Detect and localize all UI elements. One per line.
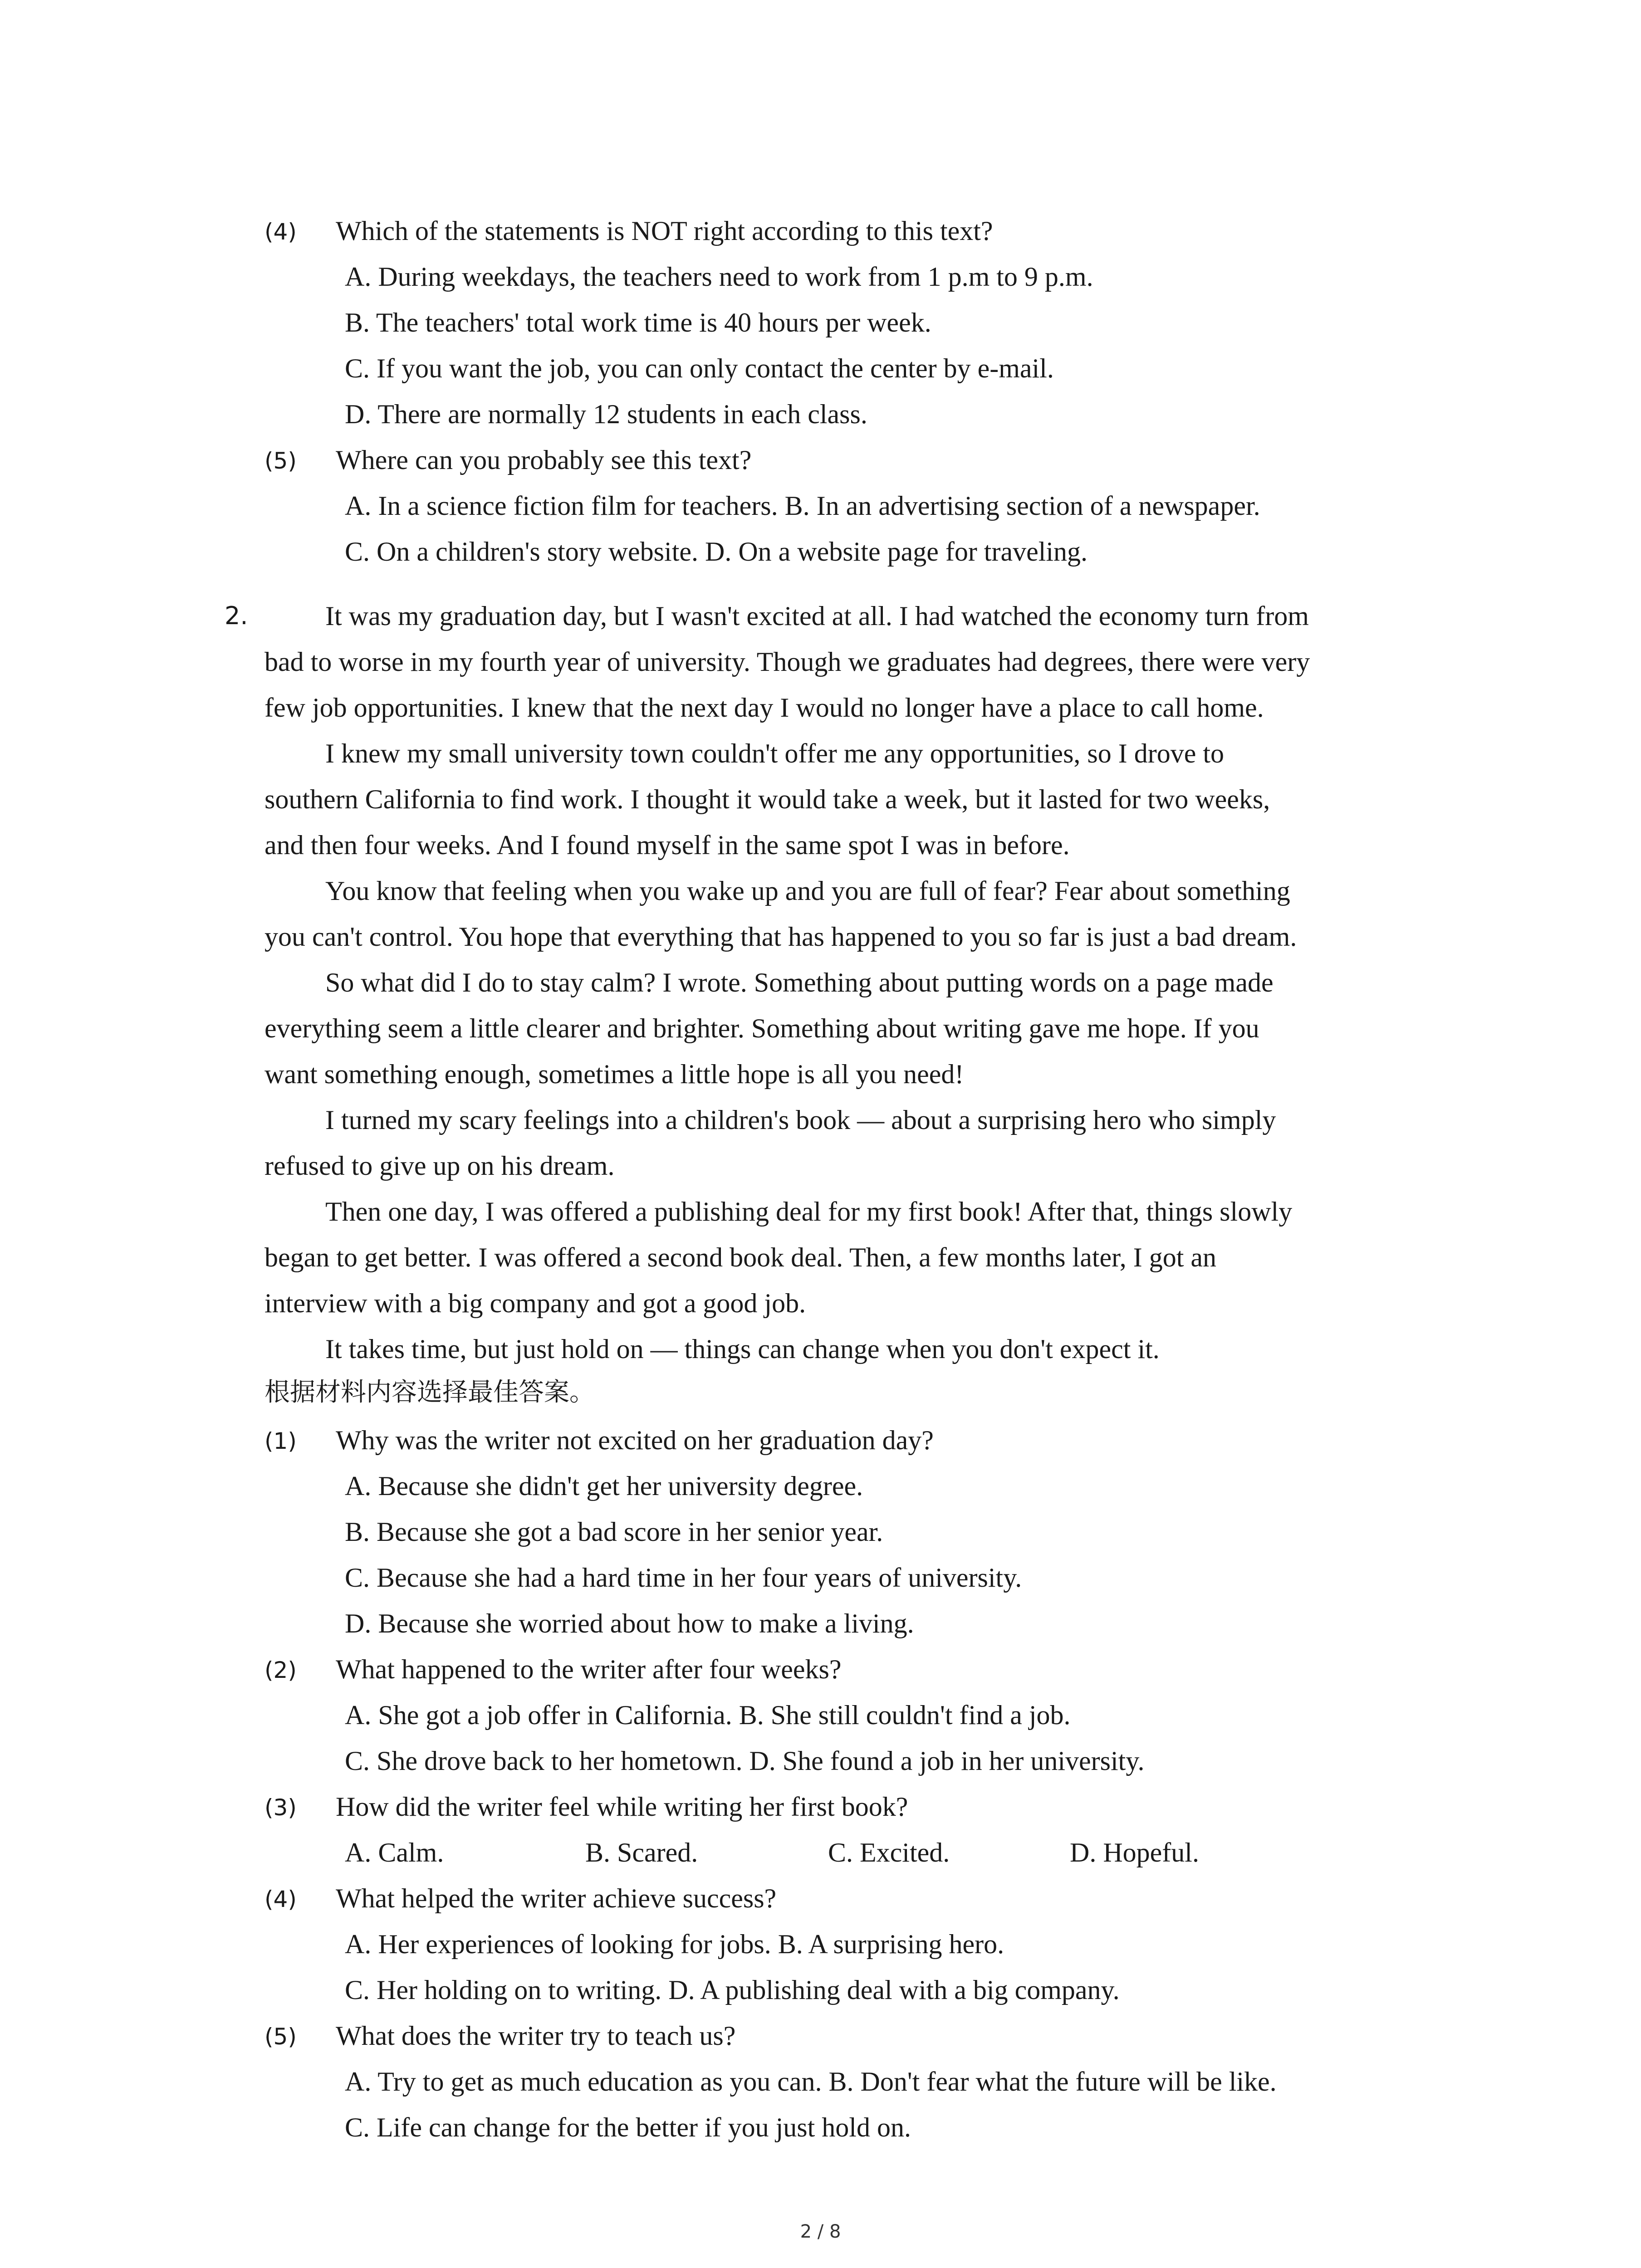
question-stem: What helped the writer achieve success? (336, 1883, 777, 1913)
passage-number: 2. (225, 601, 248, 630)
option-line: C. On a children's story website. D. On a website page for traveling. (345, 537, 1088, 567)
option-a: A. Because she didn't get her university degree. (345, 1471, 863, 1501)
passage-line: refused to give up on his dream. (265, 1151, 615, 1181)
passage-line: began to get better. I was offered a second book deal. Then, a few months later, I got an (265, 1242, 1217, 1272)
passage-line: southern California to find work. I thought it would take a week, but it lasted for two weeks, (265, 784, 1270, 814)
question-stem: Why was the writer not excited on her graduation day? (336, 1425, 934, 1455)
question-stem: Which of the statements is NOT right according to this text? (336, 216, 993, 246)
question-number: (3) (265, 1794, 297, 1821)
passage-line: It takes time, but just hold on — things can change when you don't expect it. (325, 1334, 1160, 1364)
question-number: (4) (265, 1886, 297, 1912)
option-b: B. Scared. (585, 1838, 698, 1867)
option-line: A. She got a job offer in California. B. She still couldn't find a job. (345, 1700, 1071, 1730)
passage-line: everything seem a little clearer and brighter. Something about writing gave me hope. If you (265, 1013, 1259, 1043)
question-number: (5) (265, 2024, 297, 2050)
question-number: (4) (265, 219, 297, 245)
passage-line: interview with a big company and got a good job. (265, 1288, 806, 1318)
option-line: C. Life can change for the better if you just hold on. (345, 2112, 911, 2142)
option-c: C. Because she had a hard time in her four years of university. (345, 1563, 1022, 1593)
option-c: C. Excited. (828, 1838, 950, 1867)
option-d: D. Hopeful. (1070, 1838, 1199, 1867)
option-c: C. If you want the job, you can only contact the center by e-mail. (345, 353, 1054, 383)
question-number: (2) (265, 1657, 297, 1683)
option-a: A. Calm. (345, 1838, 444, 1867)
option-a: A. During weekdays, the teachers need to work from 1 p.m to 9 p.m. (345, 262, 1093, 292)
question-stem: What does the writer try to teach us? (336, 2021, 736, 2051)
passage-line: Then one day, I was offered a publishing deal for my first book! After that, things slowly (325, 1197, 1293, 1227)
passage-line: You know that feeling when you wake up and you are full of fear? Fear about something (325, 876, 1290, 906)
passage-line: It was my graduation day, but I wasn't excited at all. I had watched the economy turn from (325, 601, 1309, 631)
option-d: D. Because she worried about how to make a living. (345, 1608, 914, 1638)
question-stem: Where can you probably see this text? (336, 445, 752, 475)
passage-line: few job opportunities. I knew that the next day I would no longer have a place to call home. (265, 693, 1264, 723)
option-b: B. The teachers' total work time is 40 hours per week. (345, 308, 931, 337)
question-stem: What happened to the writer after four weeks? (336, 1654, 842, 1684)
passage-line: want something enough, sometimes a little hope is all you need! (265, 1059, 964, 1089)
option-b: B. Because she got a bad score in her senior year. (345, 1517, 883, 1547)
passage-line: So what did I do to stay calm? I wrote. Something about putting words on a page made (325, 968, 1274, 997)
option-line: A. Try to get as much education as you can. B. Don't fear what the future will be like. (345, 2067, 1277, 2097)
question-number: (5) (265, 448, 297, 474)
passage-line: bad to worse in my fourth year of university. Though we graduates had degrees, there were very (265, 647, 1310, 677)
page-number: 2 / 8 (800, 2221, 841, 2242)
option-line: A. In a science fiction film for teachers. B. In an advertising section of a newspaper. (345, 491, 1260, 521)
instruction: 根据材料内容选择最佳答案。 (265, 1378, 595, 1407)
option-line: C. Her holding on to writing. D. A publishing deal with a big company. (345, 1975, 1120, 2005)
passage-line: I turned my scary feelings into a children's book — about a surprising hero who simply (325, 1105, 1276, 1135)
option-line: A. Her experiences of looking for jobs. B. A surprising hero. (345, 1929, 1004, 1959)
passage-line: you can't control. You hope that everything that has happened to you so far is just a bad dream. (265, 922, 1297, 952)
passage-line: I knew my small university town couldn't offer me any opportunities, so I drove to (325, 738, 1225, 768)
option-line: C. She drove back to her hometown. D. She found a job in her university. (345, 1746, 1145, 1776)
passage-line: and then four weeks. And I found myself in the same spot I was in before. (265, 830, 1070, 860)
question-number: (1) (265, 1428, 297, 1454)
question-stem: How did the writer feel while writing her first book? (336, 1792, 908, 1822)
option-d: D. There are normally 12 students in each class. (345, 399, 867, 429)
